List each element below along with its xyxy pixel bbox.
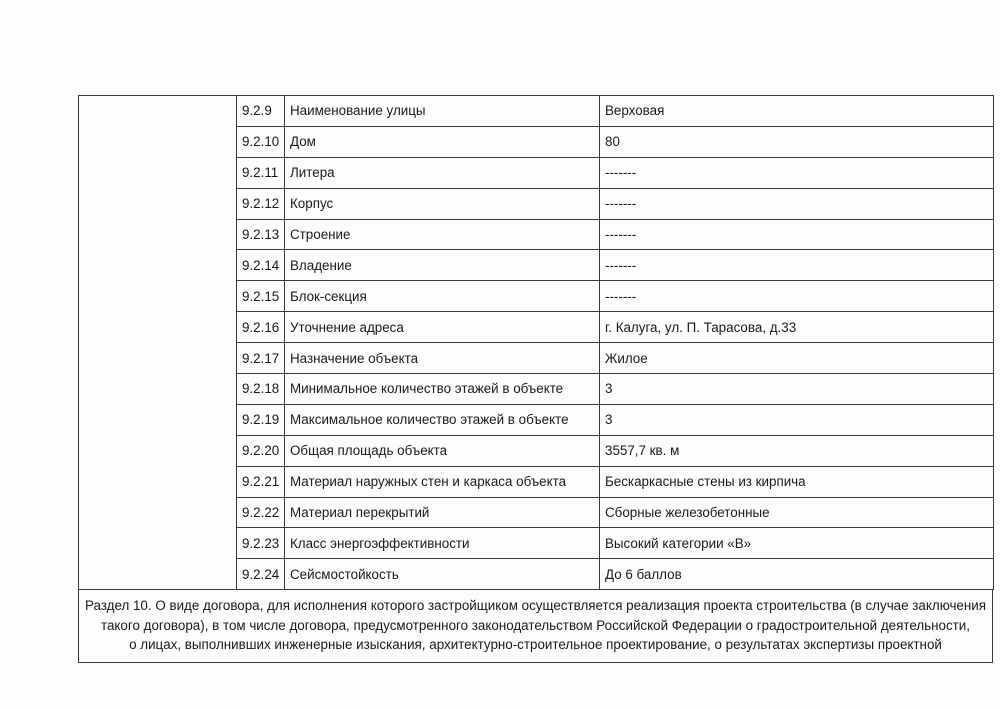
- section-10-line-1: Раздел 10. О виде договора, для исполнения которого застройщиком осуществляется реализация проекта строительства (в случае заключения: [85, 598, 986, 613]
- row-code: 9.2.17: [237, 343, 285, 374]
- row-label: Блок-секция: [285, 281, 600, 312]
- section-10-line-3: о лицах, выполнивших инженерные изыскания, архитектурно-строительное проектирование, о результатах экспертизы проектной: [129, 637, 942, 652]
- table-row: [79, 96, 994, 127]
- row-code: 9.2.10: [237, 126, 285, 157]
- object-details-table: [78, 95, 994, 590]
- row-value: -------: [600, 157, 994, 188]
- row-code: 9.2.19: [237, 404, 285, 435]
- row-code: 9.2.18: [237, 374, 285, 405]
- row-label: Строение: [285, 219, 600, 250]
- row-label: Литера: [285, 157, 600, 188]
- row-label: Дом: [285, 126, 600, 157]
- row-code: 9.2.24: [237, 559, 285, 590]
- row-label: Назначение объекта: [285, 343, 600, 374]
- row-value: Бескаркасные стены из кирпича: [600, 466, 994, 497]
- row-label: Наименование улицы: [285, 96, 600, 127]
- row-value: 3: [600, 404, 994, 435]
- row-label: Класс энергоэффективности: [285, 528, 600, 559]
- row-code: 9.2.11: [237, 157, 285, 188]
- row-value: Жилое: [600, 343, 994, 374]
- merged-blank-cell: [79, 96, 237, 590]
- row-label: Владение: [285, 250, 600, 281]
- row-value: 80: [600, 126, 994, 157]
- row-label: Уточнение адреса: [285, 312, 600, 343]
- row-label: Общая площадь объекта: [285, 435, 600, 466]
- row-code: 9.2.15: [237, 281, 285, 312]
- row-label: Максимальное количество этажей в объекте: [285, 404, 600, 435]
- row-label: Корпус: [285, 188, 600, 219]
- row-code: 9.2.14: [237, 250, 285, 281]
- row-code: 9.2.23: [237, 528, 285, 559]
- row-value: До 6 баллов: [600, 559, 994, 590]
- row-value: -------: [600, 188, 994, 219]
- row-value: Высокий категории «В»: [600, 528, 994, 559]
- row-value: Верховая: [600, 96, 994, 127]
- row-code: 9.2.12: [237, 188, 285, 219]
- row-code: 9.2.9: [237, 96, 285, 127]
- row-label: Материал перекрытий: [285, 497, 600, 528]
- row-code: 9.2.20: [237, 435, 285, 466]
- row-value: -------: [600, 219, 994, 250]
- row-code: 9.2.16: [237, 312, 285, 343]
- row-label: Сейсмостойкость: [285, 559, 600, 590]
- row-value: Сборные железобетонные: [600, 497, 994, 528]
- table-body: [79, 96, 994, 590]
- row-code: 9.2.22: [237, 497, 285, 528]
- row-value: 3557,7 кв. м: [600, 435, 994, 466]
- row-value: 3: [600, 374, 994, 405]
- row-value: -------: [600, 281, 994, 312]
- row-code: 9.2.21: [237, 466, 285, 497]
- row-code: 9.2.13: [237, 219, 285, 250]
- row-label: Минимальное количество этажей в объекте: [285, 374, 600, 405]
- row-label: Материал наружных стен и каркаса объекта: [285, 466, 600, 497]
- row-value: -------: [600, 250, 994, 281]
- row-value: г. Калуга, ул. П. Тарасова, д.33: [600, 312, 994, 343]
- section-10-line-2: такого договора), в том числе договора, предусмотренного законодательством Российской Федерации о градостроительной деятельности,: [100, 617, 970, 633]
- section-10-heading: [78, 590, 993, 663]
